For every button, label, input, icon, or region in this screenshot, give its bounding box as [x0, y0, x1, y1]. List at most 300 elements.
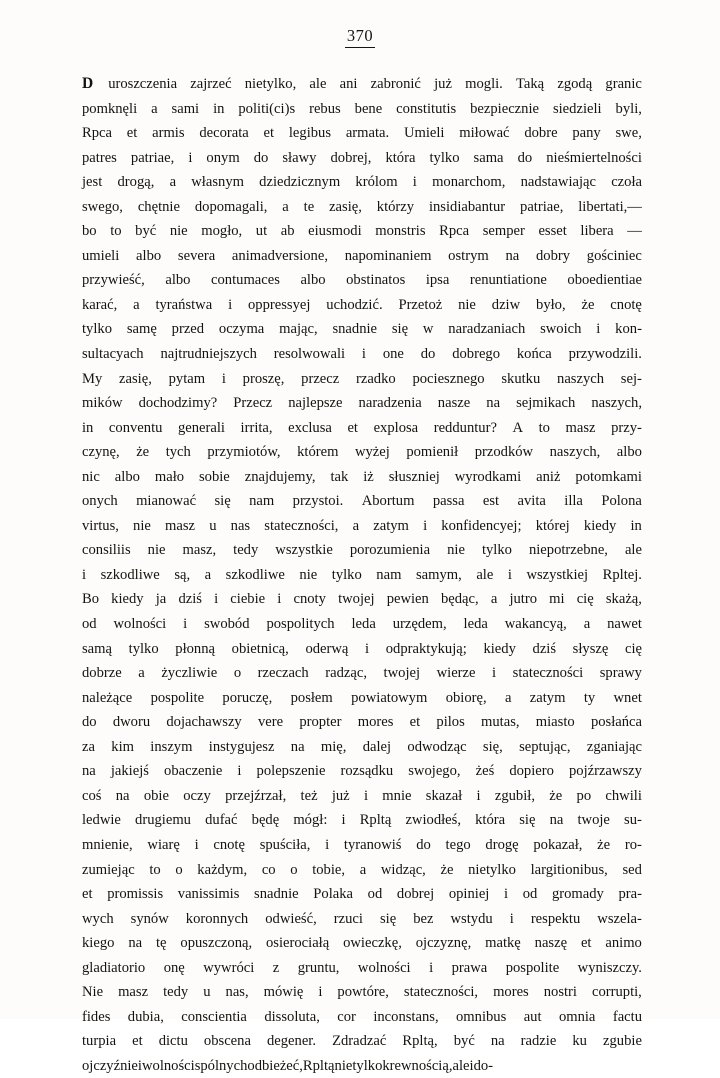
word: wnet [613, 689, 642, 706]
word: swe, [615, 125, 642, 142]
word: masz [565, 419, 596, 436]
word: twojej [383, 665, 421, 682]
word: leda [351, 616, 376, 633]
word: sobie [198, 468, 230, 485]
word: na [505, 247, 520, 264]
word: mores [357, 714, 394, 731]
word: a [151, 100, 158, 117]
word: tak [330, 468, 349, 485]
word: largitionibus, [530, 861, 608, 878]
text-line [82, 489, 642, 514]
word: et [347, 419, 358, 436]
word: polepszenie [256, 763, 326, 780]
word: słyszę [572, 640, 609, 657]
word: być [453, 1033, 475, 1050]
word: Rpca [82, 125, 112, 142]
word: żeś [475, 763, 495, 780]
word: pokazał, [533, 836, 583, 853]
word: krewnością, [382, 1057, 453, 1074]
word: zgubił, [494, 787, 535, 804]
text-line [82, 710, 642, 735]
word: byli, [615, 100, 642, 117]
word: Taką [516, 76, 545, 92]
word: mutas, [481, 714, 520, 731]
word: degener. [266, 1033, 317, 1050]
text-line [82, 195, 642, 220]
word: dziedzicznym [259, 174, 341, 191]
word: wolności [357, 959, 411, 976]
word: wszystkiej [526, 566, 589, 583]
word: dochodzimy? [138, 395, 218, 412]
word: też [300, 787, 318, 804]
word: do [517, 149, 533, 166]
word: tyraństwa [155, 296, 213, 313]
word: własnym [191, 174, 244, 191]
word: explosa [373, 419, 419, 436]
word: monstris [375, 223, 426, 240]
word: matkę [485, 935, 521, 952]
word: Rpltą [302, 1057, 335, 1074]
word: nasze [437, 395, 471, 412]
word: gościniec [586, 247, 642, 264]
word: dufać [205, 812, 238, 829]
word: nietylko [334, 1057, 383, 1074]
word: conscientia [181, 1008, 247, 1025]
word: dalej [362, 738, 392, 755]
word: powiatowym [351, 689, 428, 706]
word: którzy [376, 198, 415, 215]
word: Rpca [439, 223, 470, 240]
word: a [138, 665, 145, 682]
word: armis [152, 125, 185, 142]
word: od [367, 886, 383, 903]
word: ja [155, 591, 167, 608]
word: bezpiecznie [470, 100, 539, 117]
page-number: 370 [345, 26, 375, 48]
word: znajdujemy, [244, 468, 316, 485]
word: posłem [290, 689, 333, 706]
word: zganiając [586, 738, 642, 755]
word: obiorę, [445, 689, 487, 706]
text-line [82, 784, 642, 809]
word: ty [583, 689, 596, 706]
word: spuściła, [259, 836, 311, 853]
word: nas [230, 517, 251, 534]
word: było, [536, 296, 566, 313]
word: tego [445, 836, 471, 853]
word: rzadko [355, 370, 396, 387]
word: drugiemu [135, 812, 191, 829]
word: i [82, 566, 87, 583]
word: Polona [601, 493, 642, 510]
word: patres [82, 149, 117, 166]
word: mogli. [465, 76, 503, 92]
word: koronnych [185, 910, 249, 927]
text-line [82, 219, 642, 244]
text-line [82, 121, 642, 146]
word: a [169, 174, 177, 191]
word: z [272, 959, 280, 976]
word: samą [82, 640, 112, 657]
word: obietnicą, [231, 640, 289, 657]
text-line [82, 980, 642, 1005]
word: pomknęli [82, 100, 138, 117]
word: wyniszczy. [577, 959, 642, 976]
word: wyrodkami [454, 468, 522, 485]
word: politi(ci)s [238, 100, 296, 117]
word: siedzieli [552, 100, 602, 117]
text-line [82, 268, 642, 293]
word: corrupti, [591, 984, 642, 1001]
word: swoich [540, 321, 582, 338]
word: eiusmodi [308, 223, 362, 240]
word: powtóre, [337, 984, 389, 1001]
word: dissoluta, [264, 1008, 320, 1025]
word: ledwie [82, 812, 121, 829]
word: conventu [108, 419, 163, 436]
word: et [132, 1033, 143, 1050]
word: się, [482, 738, 503, 755]
word: ale [452, 1057, 470, 1074]
word: przystoi. [292, 493, 344, 510]
word: gladiatorio [82, 959, 146, 976]
word: tych [165, 444, 191, 461]
word: fides [82, 1008, 111, 1025]
word: Nie [82, 984, 104, 1001]
word: najlepsze [288, 395, 343, 412]
word: mógł: [293, 812, 328, 829]
word: dobrej, [330, 149, 372, 166]
word: zatym [373, 517, 409, 534]
word: albo [300, 272, 326, 289]
word: insidiabantur [428, 198, 506, 215]
word: tylko [481, 542, 512, 559]
word: vanissimis [177, 886, 240, 903]
drop-cap: D [82, 75, 94, 92]
word: sławy [282, 149, 317, 166]
word: naszę [534, 935, 568, 952]
word: i [476, 787, 481, 804]
word: naszych, [591, 395, 642, 412]
word: naradzenia [358, 395, 422, 412]
text-line [82, 1054, 642, 1078]
word: cię [624, 640, 642, 657]
word: swego, [82, 198, 123, 215]
word: nietylko [468, 861, 516, 878]
word: samym, [415, 566, 462, 583]
text-line [82, 956, 642, 981]
word: cnoty [293, 591, 326, 608]
word: że [597, 836, 611, 853]
word: inszym [150, 738, 193, 755]
word: która [475, 812, 506, 829]
word: zatym [529, 689, 566, 706]
word: tylko [331, 566, 362, 583]
word: nadstawiając [520, 174, 596, 191]
word: masz [165, 517, 196, 534]
word: i [188, 149, 193, 166]
word: naszych [557, 370, 605, 387]
word: generali [177, 419, 225, 436]
word: oderwą [305, 640, 349, 657]
word: et [409, 714, 421, 731]
word: propter [299, 714, 342, 731]
word: vere [257, 714, 284, 731]
text-line [82, 514, 642, 539]
word: a [504, 689, 512, 706]
word: a [204, 566, 212, 583]
word: chętnie [137, 198, 180, 215]
word: umieli [82, 247, 120, 264]
word: rzuci [333, 910, 363, 927]
word: irrita, [240, 419, 273, 436]
word: onym [206, 149, 240, 166]
word: stateczności, [403, 984, 479, 1001]
word: skażą, [605, 591, 642, 608]
word: dopiero [509, 763, 554, 780]
word: albo [616, 444, 642, 461]
word: nic [82, 468, 100, 485]
word: przecz [301, 370, 340, 387]
word: Umieli [403, 125, 445, 142]
word: na [290, 738, 305, 755]
word: semper [482, 223, 525, 240]
word: decorata [199, 125, 249, 142]
word: i [237, 763, 242, 780]
word: constitutis [396, 100, 457, 117]
word: i [228, 296, 233, 313]
word: do [416, 836, 431, 853]
word: niepotrzebne, [528, 542, 608, 559]
word: i [507, 566, 512, 583]
word: i [277, 591, 282, 608]
word: oppressyej [247, 296, 311, 313]
text-line [82, 367, 642, 392]
word: do- [473, 1057, 494, 1074]
word: promissis [107, 886, 164, 903]
word: ostrym [448, 247, 489, 264]
word: animadversione, [231, 247, 328, 264]
word: już [331, 787, 350, 804]
word: renuntiatione [469, 272, 547, 289]
word: i [341, 812, 346, 829]
word: to [110, 223, 122, 240]
word: kon- [615, 321, 642, 338]
word: która [385, 149, 416, 166]
word: drogę [485, 836, 519, 853]
word: czynę, [82, 444, 120, 461]
word: libertati,— [578, 198, 642, 215]
word: ale [476, 566, 494, 583]
word: i [361, 346, 366, 363]
word: — [627, 223, 642, 240]
word: przodków [474, 444, 534, 461]
text-line [82, 72, 642, 97]
word: płonną [175, 640, 216, 657]
word: onych [82, 493, 118, 510]
word: swojego, [408, 763, 461, 780]
word: będąc, [440, 591, 479, 608]
word: osierociałą [266, 935, 330, 952]
word: nam [249, 493, 275, 510]
word: Zdradzać [332, 1033, 387, 1050]
word: mnie [382, 787, 412, 804]
word: te [303, 198, 315, 215]
text-line [82, 931, 642, 956]
word: ale [624, 542, 642, 559]
word: dobry [535, 247, 571, 264]
word: et [263, 125, 275, 142]
word: albo [114, 468, 140, 485]
word: najtrudniejszych [160, 346, 257, 363]
word: radząc, [325, 665, 367, 682]
word: do [420, 346, 436, 363]
word: My [82, 370, 103, 387]
word: i [492, 665, 497, 682]
word: wakancyą, [504, 616, 567, 633]
text-line [82, 342, 642, 367]
word: patriae, [520, 198, 564, 215]
word: wiarę [147, 836, 180, 853]
word: prawa [451, 959, 488, 976]
word: et [580, 935, 592, 952]
word: zasię, [119, 370, 152, 387]
word: i [137, 1057, 142, 1074]
word: wierze [436, 665, 476, 682]
word: się [391, 321, 409, 338]
word: pewien [386, 591, 429, 608]
word: snadnie [332, 321, 378, 338]
word: swobód [204, 616, 250, 633]
word: tylko [429, 149, 460, 166]
word: i [183, 616, 188, 633]
word: pospolite [505, 959, 560, 976]
word: kiedy [583, 517, 617, 534]
text-line [82, 808, 642, 833]
word: skazał [425, 787, 463, 804]
word: nie [169, 223, 188, 240]
word: odwieść, [265, 910, 317, 927]
word: avita [517, 493, 546, 510]
text-line [82, 833, 642, 858]
word: dubia, [127, 1008, 164, 1025]
word: proszę, [242, 370, 285, 387]
word: dojachawszy [166, 714, 242, 731]
word: dworu [112, 714, 151, 731]
word: o [175, 861, 183, 878]
word: respektu [530, 910, 581, 927]
word: obie [143, 787, 169, 804]
word: pilos [436, 714, 465, 731]
text-line [82, 587, 642, 612]
word: pany [572, 125, 601, 142]
word: twojej [338, 591, 375, 608]
word: et [82, 886, 93, 903]
word: tyranowiś [343, 836, 402, 853]
word: na [549, 812, 564, 829]
text-line [82, 465, 642, 490]
word: A [512, 419, 524, 436]
word: odbieżeć, [247, 1057, 303, 1074]
word: samę [126, 321, 157, 338]
word: widząc, [380, 861, 426, 878]
word: dictu [158, 1033, 188, 1050]
word: pospolitych [266, 616, 335, 633]
word: a [352, 517, 360, 534]
text-line [82, 146, 642, 171]
word: obstinatos [346, 272, 406, 289]
word: a [583, 616, 591, 633]
word: virtus, [82, 517, 119, 534]
word: skutku [501, 370, 541, 387]
word: królom [355, 174, 398, 191]
word: nas, [225, 984, 249, 1001]
word: opiniej [448, 886, 490, 903]
word: dobre [524, 125, 558, 142]
word: będę [251, 812, 280, 829]
text-line [82, 661, 642, 686]
word: et [126, 125, 138, 142]
word: po [576, 787, 592, 804]
word: dopomagali, [194, 198, 268, 215]
word: końca [516, 346, 552, 363]
word: nieśmiertelności [546, 149, 642, 166]
word: u [203, 984, 211, 1001]
word: na [128, 935, 143, 952]
word: stateczności [512, 665, 584, 682]
word: mało [154, 468, 185, 485]
word: cnotę [610, 296, 642, 313]
word: sami [171, 100, 200, 117]
word: in [213, 100, 225, 117]
word: i [504, 886, 509, 903]
word: sprawy [599, 665, 642, 682]
word: est [482, 493, 500, 510]
word: się [519, 812, 536, 829]
text-line [82, 1029, 642, 1054]
word: pomienił [406, 444, 459, 461]
word: snadnie [254, 886, 299, 903]
word: Przecz [233, 395, 273, 412]
word: ro- [624, 836, 642, 853]
word: one [382, 346, 404, 363]
word: być [135, 223, 157, 240]
word: bo [82, 223, 97, 240]
word: i [412, 174, 417, 191]
word: wszystkie [275, 542, 333, 559]
word: tylko [128, 640, 159, 657]
word: przejźrzał, [225, 787, 287, 804]
text-line [82, 170, 642, 195]
word: nie [299, 566, 318, 583]
text-line [82, 416, 642, 441]
word: in [82, 419, 94, 436]
word: mówię [263, 984, 304, 1001]
word: dobrze [82, 665, 122, 682]
word: legibus [288, 125, 332, 142]
word: ani [339, 76, 358, 92]
word: obscena [203, 1033, 251, 1050]
word: nie [458, 296, 476, 313]
word: mnienie, [82, 836, 133, 853]
word: mogło, [201, 223, 243, 240]
word: odpraktykują; [385, 640, 467, 657]
word: mając, [279, 321, 318, 338]
word: passa [432, 493, 465, 510]
word: i [221, 370, 226, 387]
word: sed [622, 861, 642, 878]
word: kiedy [483, 640, 516, 657]
